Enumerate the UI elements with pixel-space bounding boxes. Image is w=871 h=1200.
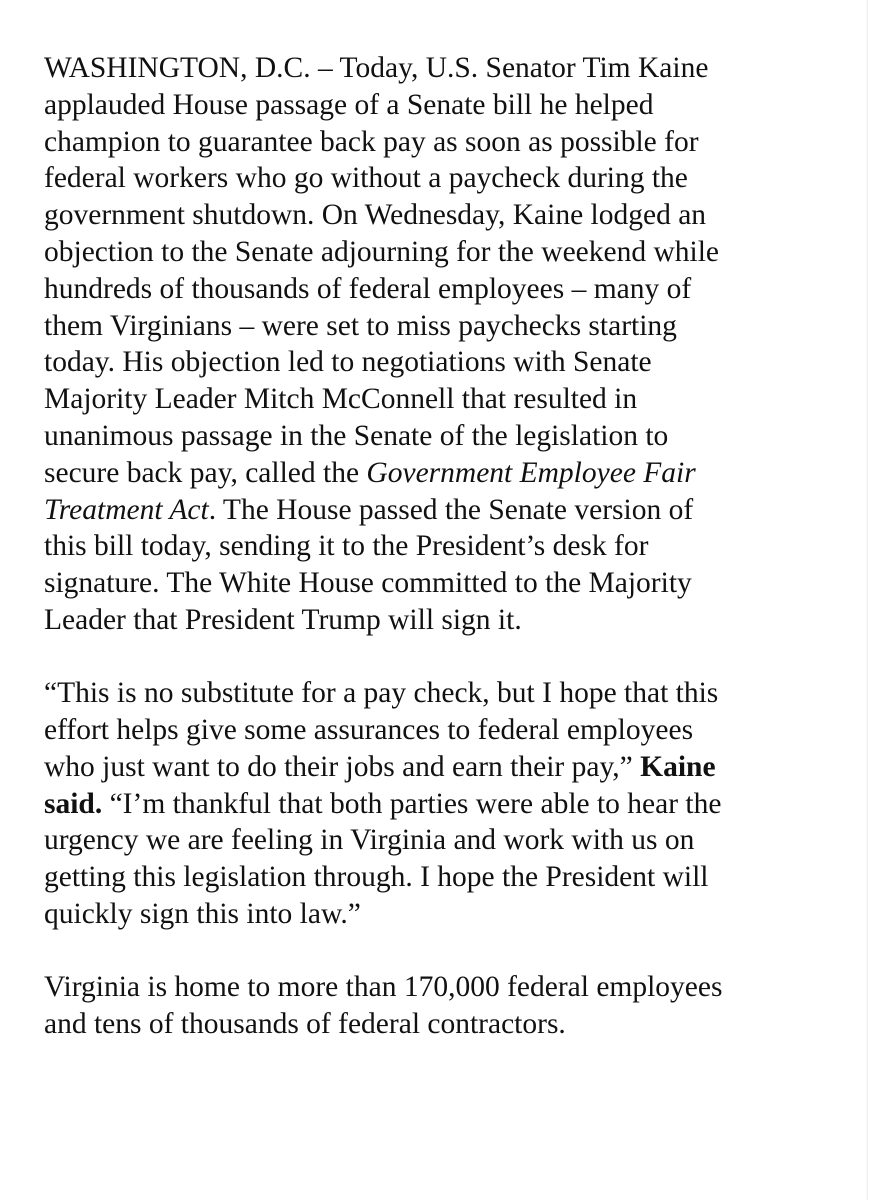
text-line: signature. The White House committed to the Majority [44, 567, 692, 600]
text-line: Virginia is home to more than 170,000 federal employees [44, 971, 723, 1004]
text-line [44, 455, 824, 492]
text-line: Leader that President Trump will sign it. [44, 603, 522, 636]
text-line: champion to guarantee back pay as soon as possible for [44, 125, 699, 158]
paragraph-intro [44, 50, 824, 639]
text-line: objection to the Senate adjourning for the weekend while [44, 235, 720, 268]
text-line: government shutdown. On Wednesday, Kaine lodged an [44, 199, 707, 232]
text-line [44, 749, 824, 786]
text-fragment: who just want to do their jobs and earn their pay,” [44, 750, 641, 783]
text-line: today. His objection led to negotiations with Senate [44, 346, 652, 379]
text-line: applauded House passage of a Senate bill he helped [44, 88, 654, 121]
text-line: “This is no substitute for a pay check, but I hope that this [44, 677, 719, 710]
text-line: effort helps give some assurances to federal employees [44, 714, 694, 747]
text-line: unanimous passage in the Senate of the legislation to [44, 419, 669, 452]
text-line [44, 492, 824, 529]
text-line: getting this legislation through. I hope the President will [44, 861, 709, 894]
speaker-attribution-bold: Kaine [640, 750, 716, 783]
text-fragment: “I’m thankful that both parties were able to hear the [102, 787, 722, 820]
text-line: hundreds of thousands of federal employees – many of [44, 272, 692, 305]
paragraph-quote [44, 675, 824, 933]
text-line [44, 786, 824, 823]
text-line: WASHINGTON, D.C. – Today, U.S. Senator Tim Kaine [44, 52, 709, 84]
text-line: and tens of thousands of federal contractors. [44, 1008, 566, 1041]
text-line: this bill today, sending it to the President’s desk for [44, 530, 649, 563]
text-line: urgency we are feeling in Virginia and work with us on [44, 824, 695, 857]
paragraph-closing [44, 969, 824, 1043]
text-fragment: secure back pay, called the [44, 456, 367, 489]
press-release-body [44, 50, 824, 1043]
text-line: them Virginians – were set to miss paychecks starting [44, 309, 677, 342]
text-fragment: . The House passed the Senate version of [208, 493, 694, 526]
bill-title-italic: Government Employee Fair [366, 456, 696, 489]
bill-title-italic: Treatment Act [44, 493, 209, 526]
speaker-attribution-bold: said. [44, 787, 103, 820]
text-line: quickly sign this into law.” [44, 898, 361, 931]
text-line: Majority Leader Mitch McConnell that resulted in [44, 383, 638, 416]
text-line: federal workers who go without a paycheck during the [44, 162, 688, 195]
right-page-edge [863, 0, 871, 1200]
